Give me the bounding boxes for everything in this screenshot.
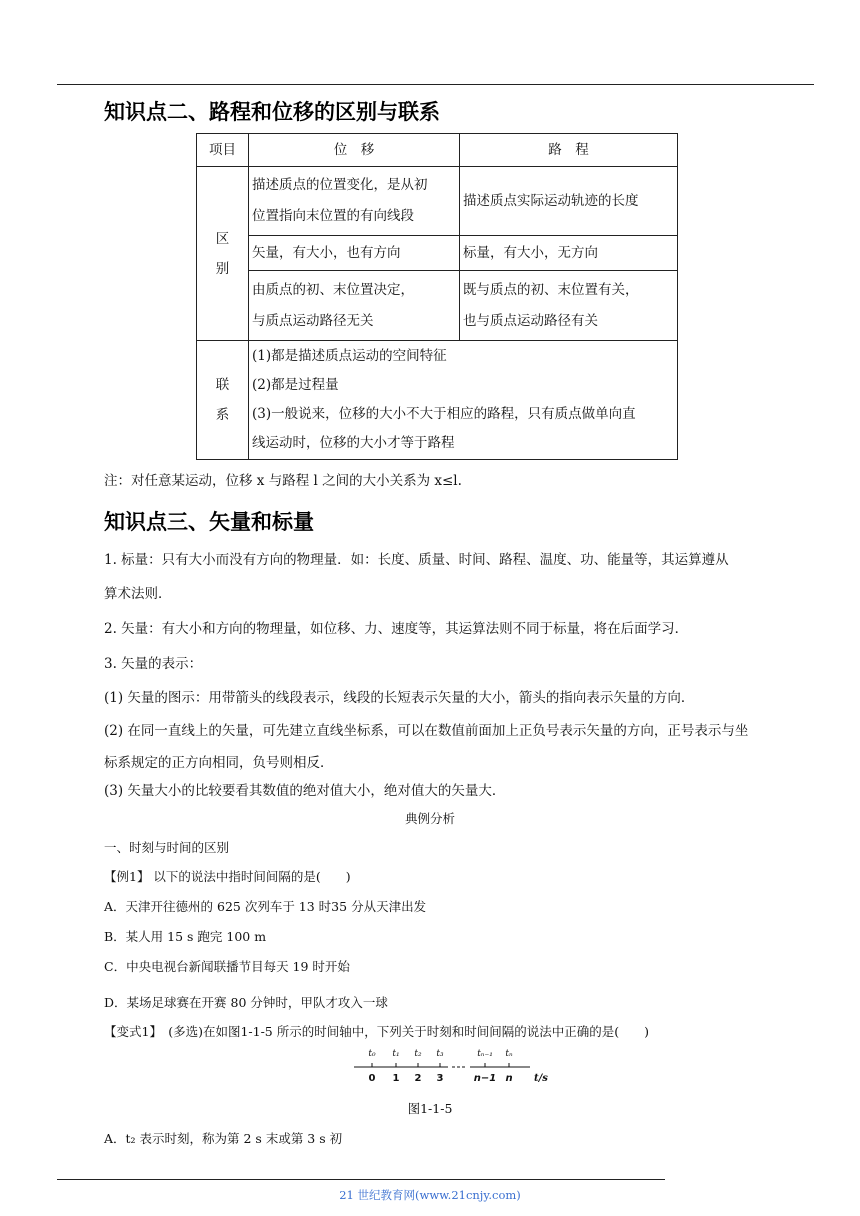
table-cell: 既与质点的初、末位置有关， 也与质点运动路径有关	[460, 271, 678, 341]
table-cell: 描述质点实际运动轨迹的长度	[460, 167, 678, 236]
timeline-bottom-label: 2	[414, 1073, 422, 1084]
header-displacement: 位 移	[249, 134, 460, 167]
para-6: (3) 矢量大小的比较要看其数值的绝对值大小，绝对值大的矢量大．	[104, 783, 506, 799]
table-cell: 矢量，有大小，也有方向	[249, 236, 460, 271]
table-cell: 由质点的初、末位置决定， 与质点运动路径无关	[249, 271, 460, 341]
footer-text: 21 世纪教育网(www.21cnjy.com)	[339, 1188, 521, 1202]
comparison-table	[196, 133, 678, 460]
table-cell: 标量，有大小，无方向	[460, 236, 678, 271]
link-label: 联 系	[197, 341, 249, 460]
table-cell: 描述质点的位置变化，是从初 位置指向末位置的有向线段	[249, 167, 460, 236]
diff-label: 区 别	[197, 167, 249, 341]
example-1-option-d: D．某场足球赛在开赛 80 分钟时，甲队才攻入一球	[104, 995, 388, 1010]
header-rule	[57, 84, 814, 85]
para-2: 2. 矢量：有大小和方向的物理量，如位移、力、速度等，其运算法则不同于标量，将在后面学习．	[104, 621, 689, 637]
timeline-unit: t/s	[534, 1073, 548, 1084]
examples-heading: 典例分析	[404, 811, 455, 826]
example-1-option-b: B．某人用 15 s 跑完 100 m	[104, 929, 267, 944]
section3-title: 知识点三、矢量和标量	[104, 510, 314, 534]
timeline-top-label: tₙ₋₁	[477, 1049, 493, 1059]
para-4: (1) 矢量的图示：用带箭头的线段表示，线段的长短表示矢量的大小，箭头的指向表示矢量的方向．	[104, 690, 695, 706]
para-3: 3. 矢量的表示：	[104, 656, 203, 672]
variant-1-question: 【变式1】 (多选)在如图1-1-5 所示的时间轴中，下列关于时刻和时间间隔的说法中正确的是( )	[104, 1024, 649, 1039]
example-1-option-c: C．中央电视台新闻联播节目每天 19 时开始	[104, 959, 350, 974]
link-cell: (1)都是描述质点运动的空间特征 (2)都是过程量 (3)一般说来，位移的大小不大于相应的路程，只有质点做单向直 线运动时，位移的大小才等于路程	[249, 341, 678, 460]
table-header-row	[197, 134, 678, 167]
examples-subheading: 一、时刻与时间的区别	[104, 840, 230, 855]
variant-1-option-a: A．t₂ 表示时刻，称为第 2 s 末或第 3 s 初	[104, 1131, 343, 1146]
footer-rule	[57, 1179, 665, 1180]
header-distance: 路 程	[460, 134, 678, 167]
figure-caption: 图1-1-5	[407, 1101, 453, 1116]
para-1a: 1. 标量：只有大小而没有方向的物理量．如：长度、质量、时间、路程、温度、功、能量等，其运算遵从	[104, 552, 729, 568]
table-row	[197, 341, 678, 460]
table-row	[197, 271, 678, 341]
para-5b: 标系规定的正方向相同，负号则相反．	[104, 755, 334, 771]
timeline-bottom-label: n−1	[473, 1073, 497, 1084]
timeline-bottom-label: 1	[392, 1073, 400, 1084]
timeline-top-label: t₃	[436, 1049, 444, 1059]
timeline-top-label: t₂	[414, 1049, 422, 1059]
timeline-bottom-label: n	[505, 1073, 513, 1084]
para-5a: (2) 在同一直线上的矢量，可先建立直线坐标系，可以在数值前面加上正负号表示矢量的方向，正号表示与坐	[104, 723, 749, 739]
timeline-bottom-label: 0	[368, 1073, 376, 1084]
example-1-question: 【例1】 以下的说法中指时间间隔的是( )	[104, 869, 351, 884]
timeline-top-label: tₙ	[505, 1049, 513, 1059]
section2-title: 知识点二、路程和位移的区别与联系	[104, 100, 440, 124]
timeline-figure	[352, 1046, 562, 1088]
header-item: 项目	[197, 134, 249, 167]
example-1-option-a: A．天津开往德州的 625 次列车于 13 时35 分从天津出发	[104, 899, 427, 914]
note: 注：对任意某运动，位移 x 与路程 l 之间的大小关系为 x≤l.	[104, 473, 462, 489]
timeline-top-label: t₀	[368, 1049, 376, 1059]
para-1b: 算术法则．	[104, 586, 172, 602]
table-row	[197, 236, 678, 271]
timeline-top-label: t₁	[392, 1049, 400, 1059]
table-row	[197, 167, 678, 236]
timeline-bottom-label: 3	[436, 1073, 444, 1084]
